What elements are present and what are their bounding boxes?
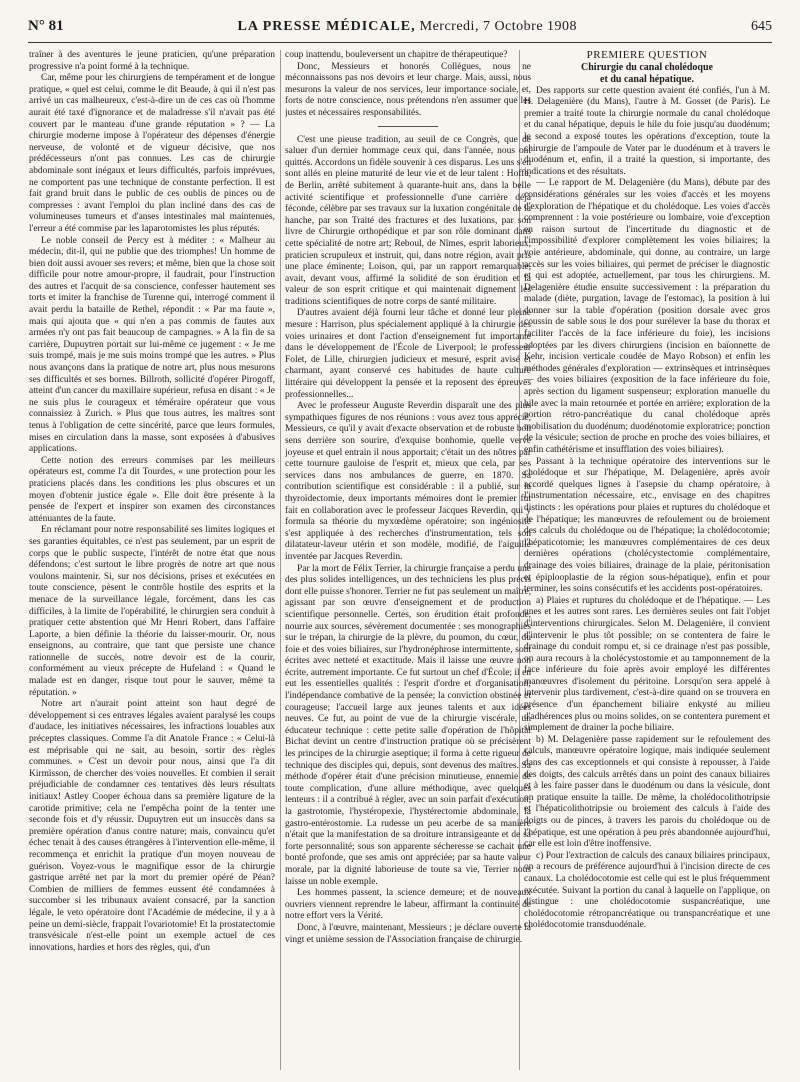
- paragraph: Par la mort de Félix Terrier, la chirurgie française a perdu une des plus solides intelligences, un des techniciens les plus précis dont elle puisse s'honorer. Terrier ne fut pas seulement un maître, agissant par son œuvre d'enseignement et de production scientifique personnelle. Certes, son érudition était profonde, nourrie aux sources, sévèrement documentée : ses monographies sur le trépan, la chirurgie de la plèvre, du poumon, du cœur, du foie et des voies biliaires, sur l'hydronéphrose intermittente, sont écrites avec netteté et exactitude. Mais il laisse une œuvre non écrite, autrement importante. Ce fut surtout un chef d'École; il en eut les essentielles qualités : l'esprit d'ordre et d'organisation; l'indépendance combative de la pensée; la conviction obstinée et courageuse; l'accueil large aux jeunes talents et aux idées neuves. Ce fut, au point de vue de la chirurgie viscérale, un éducateur technique : cette petite salle d'opération de l'hôpital Bichat devint un centre d'instruction pratique où se précisèrent les principes de la chirurgie aseptique; il forma à cette rigueur de technique des disciples qui, depuis, sont devenus des maîtres. Sa méthode d'opérer était d'une précision minutieuse, ennemie de toute complication, d'une allure méthodique, avec quelques lenteurs : il a contribué à régler, avec un soin parfait d'exécution, la gastrotomie, l'hystéropexie, l'hystérectomie abdominale, la gastro-entérostomie. La rudesse un peu acerbe de sa manière n'était que la manifestation de sa droiture intransigeante et de sa forte personnalité; sous son apparente sécheresse se cachait une bonté profonde, que ses amis ont appréciée; par sa haute valeur morale, par la dignité laborieuse de toute sa vie, Terrier nous laisse un noble exemple.: [285, 563, 531, 887]
- page-number: 645: [751, 19, 772, 34]
- paragraph: a) Plaies et ruptures du cholédoque et de l'hépatique. — Les unes et les autres sont rares. Les dernières seules ont fait l'objet d'interventions chirurgicales. Selon M. Delagenière, il convient d'intervenir le plus tôt possible; on se contentera de faire le drainage du conduit rompu et, si ce drainage n'est pas possible, on aura recours à la cholécystostomie et au tamponnement de la face inférieure du foie après avoir employé les différentes manœuvres d'isolement du péritoine. Lorsqu'on sera appelé à intervenir plus tardivement, c'est-à-dire quand on se trouvera en présence d'un épanchement biliaire enkysté au milieu d'adhérences plus ou moins solides, on se contentera purement et simplement de drainer la poche biliaire.: [524, 595, 770, 734]
- section-separator: [378, 126, 438, 127]
- paragraph: b) M. Delagenière passe rapidement sur le refoulement des calculs, manœuvre opératoire logique, mais indiquée seulement dans des cas exceptionnels et qui consiste à repousser, à l'aide des doigts, des calculs arrêtés dans un point des canaux biliaires et à les faire passer dans le duodénum ou dans la vésicule, dont on pratique ensuite la taille. De même, la cholédocolithotripsie et l'hépaticolithotripsie ou broiement des calculs à l'aide des doigts ou de pinces, à travers les parois du cholédoque ou de l'hépatique, est une opération à peu près abandonnée aujourd'hui, car elle est loin d'être inoffensive.: [524, 734, 770, 850]
- column-middle: [285, 50, 531, 1070]
- paragraph: Les hommes passent, la science demeure; et de nouveaux ouvriers viennent reprendre le labeur, affirmant la continuité de notre effort vers la Vérité.: [285, 888, 531, 922]
- paragraph: Avec le professeur Auguste Reverdin disparaît une des plus sympathiques figures de nos réunions : vous avez tous apprécié, Messieurs, ce qu'il y avait d'exacte observation et de robuste bon sens derrière son sourire, d'exquise bonhomie, quelle verve joyeuse et quel entrain il nous apportait; c'était un des nôtres par cette tournure gauloise de l'esprit et, mieux que cela, par ses services dans nos ambulances de guerre, en 1870. Sa contribution scientifique est considérable : il a publié, sur la thyroïdectomie, deux importants mémoires dont le premier fut fait en collaboration avec le professeur Jacques Reverdin, qui y formula sa théorie du myxœdème opératoire; son ingéniosité s'est appliquée à des recherches d'instrumentation, tels son dilatateur-laveur utérin et son modèle, modifié, de l'aiguille inventée par Jacques Reverdin.: [285, 401, 531, 562]
- paragraph: Le noble conseil de Percy est à méditer : « Malheur au médecin, dit-il, qui ne publie que des triomphes! Un homme de bien doit aussi avouer ses revers; et même, bien que la chose soit difficile pour notre amour-propre, il faudrait, pour l'instruction des autres et l'acquit de sa conscience, confesser hautement ses torts et imiter la franchise de Turenne qui, interrogé comment il avait perdu la bataille de Rethel, répondit : « Par ma faute », mais qui ajouta que « qui n'en a pas commis de fautes aux armées n'y ont pas fait beaucoup de campagnes. » A la fin de sa carrière, Dupuytren portait sur lui-même ce jugement : « Je me suis trompé, mais je me suis moins trompé que les autres. » Plus nous avançons dans la pratique de notre art, plus nous mesurons ses difficultés et ses bornes. Billroth, sollicité d'opérer Pirogoff, atteint d'un cancer du maxillaire supérieur, refusa en disant : « Je ne suis plus le courageux et téméraire opérateur que vous connaissiez à Zurich. » Plus que tous autres, les maîtres sont tenus à l'obligation de cette sincérité, parce que leurs formules, mises en circulation dans la masse, sont exposées à d'abusives applications.: [29, 235, 275, 455]
- paragraph: En réclamant pour notre responsabilité ses limites logiques et ses garanties équitables, ce n'est pas seulement, par un esprit de corps que le public suspecte, l'intérêt de notre état que nous défendons; c'est surtout le libre progrès de notre art que nous voulons maintenir. Si, sur nos décisions, prises et exécutées en toute conscience, pèsent le contrôle hostile des esprits et la menace de la surveillance légale, forcément, dans les cas difficiles, à la limite de l'opérabilité, le chirurgien sera conduit à pratiquer cette abstention que Mr Henri Robert, dans l'affaire Laporte, a bien définie la théorie du laisser-mourir. Or, nous enseignons, au contraire, que tant que persiste une chance rationnelle de succès, notre devoir est de la courir, conformément au vieux précepte de Hufeland : « Quand le malade est en danger, risque tout pour le sauver, même ta réputation. »: [29, 525, 275, 698]
- paragraph: Donc, à l'œuvre, maintenant, Messieurs ; je déclare ouverte la vingt et unième session de l'Association française de chirurgie.: [285, 922, 531, 945]
- paragraph: D'autres avaient déjà fourni leur tâche et donné leur pleine mesure : Harrison, plus spécialement appliqué à la chirurgie des voies urinaires et dont l'action d'enseignement fut importante dans le développement de l'École de Liverpool; le professeur Folet, de Lille, chirurgien judicieux et mesuré, esprit avisé et charmant, ayant conservé ces habitudes de haute culture littéraire qui développent la pensée et la reposent des épreuves professionnelles...: [285, 308, 531, 400]
- column-divider: [280, 50, 281, 1070]
- paragraph: coup inattendu, bouleversent un chapitre de thérapeutique?: [285, 50, 508, 60]
- paragraph: Cette notion des erreurs commises par les meilleurs opérateurs est, comme l'a dit Tourdes, « une protection pour les praticiens placés dans les conditions les plus obscures et un moyen d'obtenir justice égale ». Elle doit être présente à la pensée de l'expert et inspirer son examen des circonstances atténuantes de la faute.: [29, 455, 275, 524]
- issue-date: Mercredi, 7 Octobre 1908: [419, 19, 578, 34]
- paragraph: c) Pour l'extraction de calculs des canaux biliaires principaux, on a recours de préférence aujourd'hui à l'incision directe de ces canaux. La cholédocotomie est celle qui est le plus fréquemment exécutée. Suivant la portion du canal à laquelle on l'applique, on distingue : une cholédocotomie suspancréatique, une cholédocotomie rétropancréatique ou transpancréatique et une cholédocotomie transduodénale.: [524, 850, 770, 931]
- column-right: [524, 50, 770, 1070]
- issue-number: N° 81: [28, 18, 64, 34]
- section-subtitle: [524, 62, 770, 86]
- paragraph: Donc, Messieurs et honorés Collègues, nous ne méconnaissons pas nos devoirs et leur charge. Mais, aussi, nous mesurons la valeur de nos services, leur importance sociale, et, forts de notre conscience, nous prétendons n'en assumer que les justes et nécessaires responsabilités.: [285, 61, 531, 118]
- paragraph: C'est une pieuse tradition, au seuil de ce Congrès, que de saluer d'un dernier hommage ceux qui, dans l'année, nous ont quittés. Accordons un fidèle souvenir à ces disparus. Les uns s'en sont allés en pleine maturité de leur vie et de leur talent : Hoffa, de Berlin, arrêté subitement à quarante-huit ans, dans la belle activité scientifique et professionnelle d'une carrière déjà féconde, célèbre par ses travaux sur la luxation congénitale de la hanche, par son Traité des fractures et des luxations, par son livre de Chirurgie orthopédique et par son rôle dominant dans cette spécialité de notre art; Reboul, de Nîmes, esprit laborieux, praticien scrupuleux et instruit, qui, dans notre région, avait pris une place éminente; Loison, qui, par un rapport remarquable, avait, devant vous, affirmé la solidité de son érudition et la valeur de son esprit critique et qui maintenait dignement les traditions scientifiques de notre corps de santé militaire.: [285, 134, 531, 307]
- section-title: PREMIÈRE QUESTION: [586, 50, 708, 61]
- paragraph: traîner à des aventures le jeune praticien, qu'une préparation progressive n'a point formé à la technique.: [29, 50, 275, 72]
- paragraph: Notre art n'aurait point atteint son haut degré de développement si ces entraves légales avaient paralysé les coups d'audace, les initiatives nécessaires, les infractions louables aux préceptes classiques. Comme l'a dit Anatole France : « Celui-là est méprisable qui ne sait, au besoin, sortir des règles communes. » C'est un devoir pour nous, ainsi que l'a dit Kirmisson, de chercher des voies nouvelles. Et combien il serait préjudiciable de condamner ces tentatives dès leurs résultats initiaux! Astley Cooper échoua dans sa première ligature de la carotide primitive; cela ne l'empêcha point de la tenter une seconde fois et d'y réussir. Dupuytren eut un insuccès dans sa première opération d'anus contre nature; mais, convaincu qu'et échec tenait à des causes étrangères à l'intervention elle-même, il recommença et enrichit la pratique d'un moyen nouveau de guérison. Voyez-vous le magnifique essor de la chirurgie gastrique arrêté net par la mort du premier opéré de Péan? Combien de milliers de femmes eussent été condamnées à succomber si les tribunaux avaient consacré, par la sanction légale, le veto opératoire dont l'Académie de médecine, il y a à peine un demi-siècle, frappait l'ovariotomie! Et la prostatectomie transvésicale n'est-elle point un exemple actuel de ces innovations, hardies et hors des règles, qui, d'un: [29, 699, 275, 953]
- paragraph: Des rapports sur cette question avaient été confiés, l'un à M. H. Delagenière (du Mans), l'autre à M. Gosset (de Paris). Le premier a traité toute la chirurgie normale du canal cholédoque et du canal hépatique, depuis le hile du foie jusqu'au duodénum; le second a exposé toutes les opérations d'exception, toute la chirurgie de l'ampoule de Vater par le duodénum et à travers le duodénum et, enfin, il a traité la question, si importante, des indications et des résultats.: [524, 85, 770, 177]
- paragraph: — Le rapport de M. Delagenière (du Mans), débute par des considérations générales sur les voies d'accès et les moyens d'exploration de l'hépatique et du cholédoque. Les voies d'accès comprennent : la voie postérieure ou lombaire, voie d'exception en raison surtout de l'incertitude du diagnostic et de l'impossibilité d'explorer complètement les voies biliaires; la voie antérieure, abdominale, qui donne, au contraire, un large accès sur les voies biliaires, qui permet de préciser le diagnostic et qui est adoptée, actuellement, par tous les chirurgiens. M. Delagenière étudie ensuite successivement : la préparation du malade (diète, purgation, lavage de l'estomac), la position à lui donner sur la table d'opération (position dorsale avec gros coussin de sable sous le dos pour surélever la base du thorax et faciliter l'accès de la face inférieure du foie), les incisions adoptées par les divers chirurgiens (incision en baïonnette de Kehr, incision verticale coudée de Mayo Robson) et enfin les méthodes générales d'exploration — extrinsèques et intrinsèques — des voies biliaires (exposition de la face inférieure du foie, après section du ligament suspenseur; exploration manuelle du hile avec la main retournée et portée en arrière; exploration de la portion rétro-pancréatique du canal cholédoque après mobilisation du duodénum; duodénotomie exploratrice; ponction de la vésicule; section de proche en proche des voies biliaires, et enfin cathétérisme et insufflation des voies biliaires).: [524, 178, 770, 455]
- running-header: [28, 18, 772, 38]
- journal-title: [238, 19, 578, 35]
- journal-name: LA PRESSE MÉDICALE,: [237, 19, 416, 34]
- paragraph: Car, même pour les chirurgiens de tempérament et de longue pratique, « quel est celui, comme le dit Beaude, à qui il n'est pas arrivé un cas malheureux, c'est-à-dire un de ces cas où l'homme aurait été taxé d'ignorance et de maladresse s'il n'avait pas été couvert par le manteau d'une grande réputation » ? — La chirurgie moderne impose à l'opérateur des dépenses d'énergie nerveuse, de volonté et de vigueur décisive, que nos prédécesseurs n'ont pas connues. Les cas de chirurgie abdominale sont inégaux et leurs difficultés, parfois imprévues, ne comportent pas une technique de constante perfection. Il est fait grand bruit dans le public de ces oublis de pinces ou de compresses : avant l'emploi du plan incliné dans des cas de volumineuses tumeurs et d'anses intestinales mal maintenues, l'erreur a été commise par les laparotomistes les plus réputés.: [29, 73, 275, 234]
- paragraph: Passant à la technique opératoire des interventions sur le cholédoque et sur l'hépatique, M. Delagenière, après avoir accordé quelques lignes à l'asepsie du champ opératoire, à l'instrumentation nécessaire, etc., envisage en des chapitres distincts : les opérations pour plaies et ruptures du cholédoque et de l'hépatique; les manœuvres de refoulement ou de broiement des calculs du cholédoque ou de l'hépatique; la cholédocotomie; l'hépaticotomie; les manœuvres complémentaires de ces deux dernières opérations (cholécystectomie complémentaire, drainage des voies biliaires, drainage de la plaie, péritonisation et épiplooplastie de la région sous-hépatique), enfin et pour terminer, les soins consécutifs et les accidents post-opératoires.: [524, 456, 770, 595]
- column-left: [29, 50, 275, 1070]
- header-rule: [28, 42, 772, 43]
- section-subtitle-line1: Chirurgie du canal cholédoque: [581, 61, 713, 73]
- section-subtitle-line2: et du canal hépatique.: [600, 73, 694, 85]
